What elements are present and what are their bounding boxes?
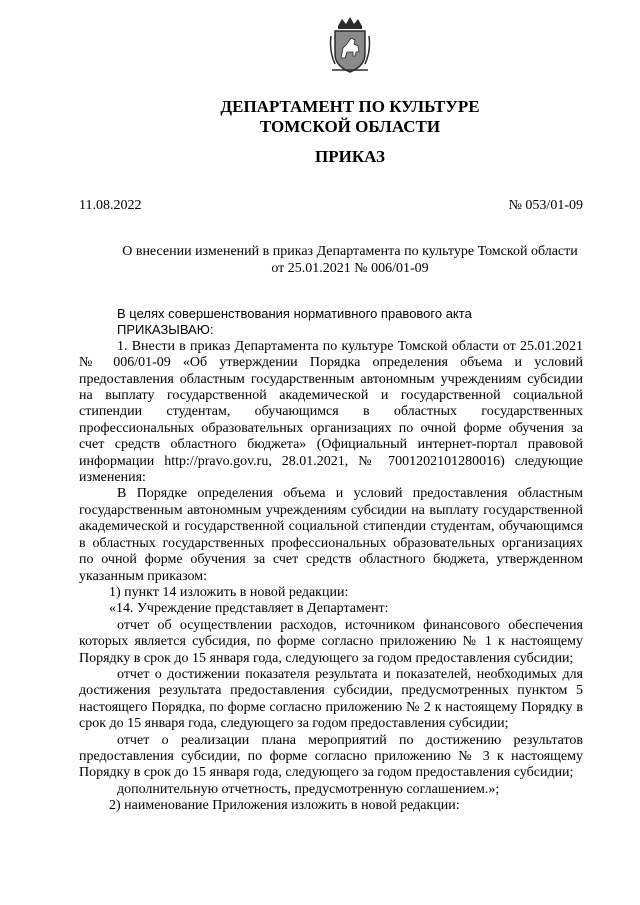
paragraph-report-plan: отчет о реализации плана мероприятий по достижению результатов предоставления субсидии, по форме согласно приложению № 3 к настоящему Порядку в срок до 15 января года, следующего за годом предоставления субсидии; bbox=[79, 732, 583, 781]
paragraph-additional-reporting: дополнительную отчетность, предусмотренную соглашением.»; bbox=[117, 781, 500, 797]
organization-line-2: ТОМСКОЙ ОБЛАСТИ bbox=[259, 117, 441, 136]
document-type: ПРИКАЗ bbox=[315, 147, 385, 166]
document-number: № 053/01-09 bbox=[508, 198, 583, 213]
paragraph-clause-14: «14. Учреждение представляет в Департамент: bbox=[109, 601, 389, 617]
document-date: 11.08.2022 bbox=[79, 198, 142, 213]
paragraph-procedure: В Порядке определения объема и условий предоставления областным государственным автономным учреждениям субсидии на выплату государственной академической и государственной социальной стипендии студентам, обучающимся в областных государственных профессиональных образовательных организациях по очной форме обучения за счет средств областного бюджета, утвержденном указанным приказом: bbox=[79, 486, 583, 584]
paragraph-item-1: 1. Внести в приказ Департамента по культуре Томской области от 25.01.2021 № 006/01-09 «Об утверждении Порядка определения объема и условий предоставления областным государственным автономным учреждениям субсидии на выплату государственной академической и государственной социальной стипендии студентам, обучающимся в областных государственных профессиональных образовательных организациях по очной форме обучения за счет средств областного бюджета» (Официальный интернет-портал правовой информации http://pravo.gov.ru, 28.01.2021, № 7001202101280016) следующие изменения: bbox=[79, 338, 583, 486]
document-subject bbox=[100, 243, 600, 277]
organization-line-1: ДЕПАРТАМЕНТ ПО КУЛЬТУРЕ bbox=[220, 97, 480, 116]
organization-title bbox=[100, 97, 600, 137]
paragraph-report-expenses: отчет об осуществлении расходов, источником финансового обеспечения которых является субсидия, по форме согласно приложению № 1 к настоящему Порядку в срок до 15 января года, следующего за годом предоставления субсидии; bbox=[79, 617, 583, 666]
coat-of-arms-icon bbox=[329, 16, 371, 76]
paragraph-subitem-2: 2) наименование Приложения изложить в новой редакции: bbox=[109, 798, 460, 814]
document-body bbox=[79, 306, 583, 815]
paragraph-report-indicators: отчет о достижении показателя результата и показателей, необходимых для достижения результата предоставления субсидии, предусмотренных пунктом 5 настоящего Порядка, по форме согласно приложению № 2 к настоящему Порядку в срок до 15 января года, следующего за годом предоставления субсидии; bbox=[79, 666, 583, 732]
paragraph-order-word: ПРИКАЗЫВАЮ: bbox=[117, 322, 214, 338]
subject-line-2: от 25.01.2021 № 006/01-09 bbox=[271, 261, 429, 276]
paragraph-preamble: В целях совершенствования нормативного правового акта bbox=[117, 306, 472, 321]
subject-line-1: О внесении изменений в приказ Департамента по культуре Томской области bbox=[122, 244, 578, 259]
paragraph-subitem-1: 1) пункт 14 изложить в новой редакции: bbox=[109, 584, 349, 600]
